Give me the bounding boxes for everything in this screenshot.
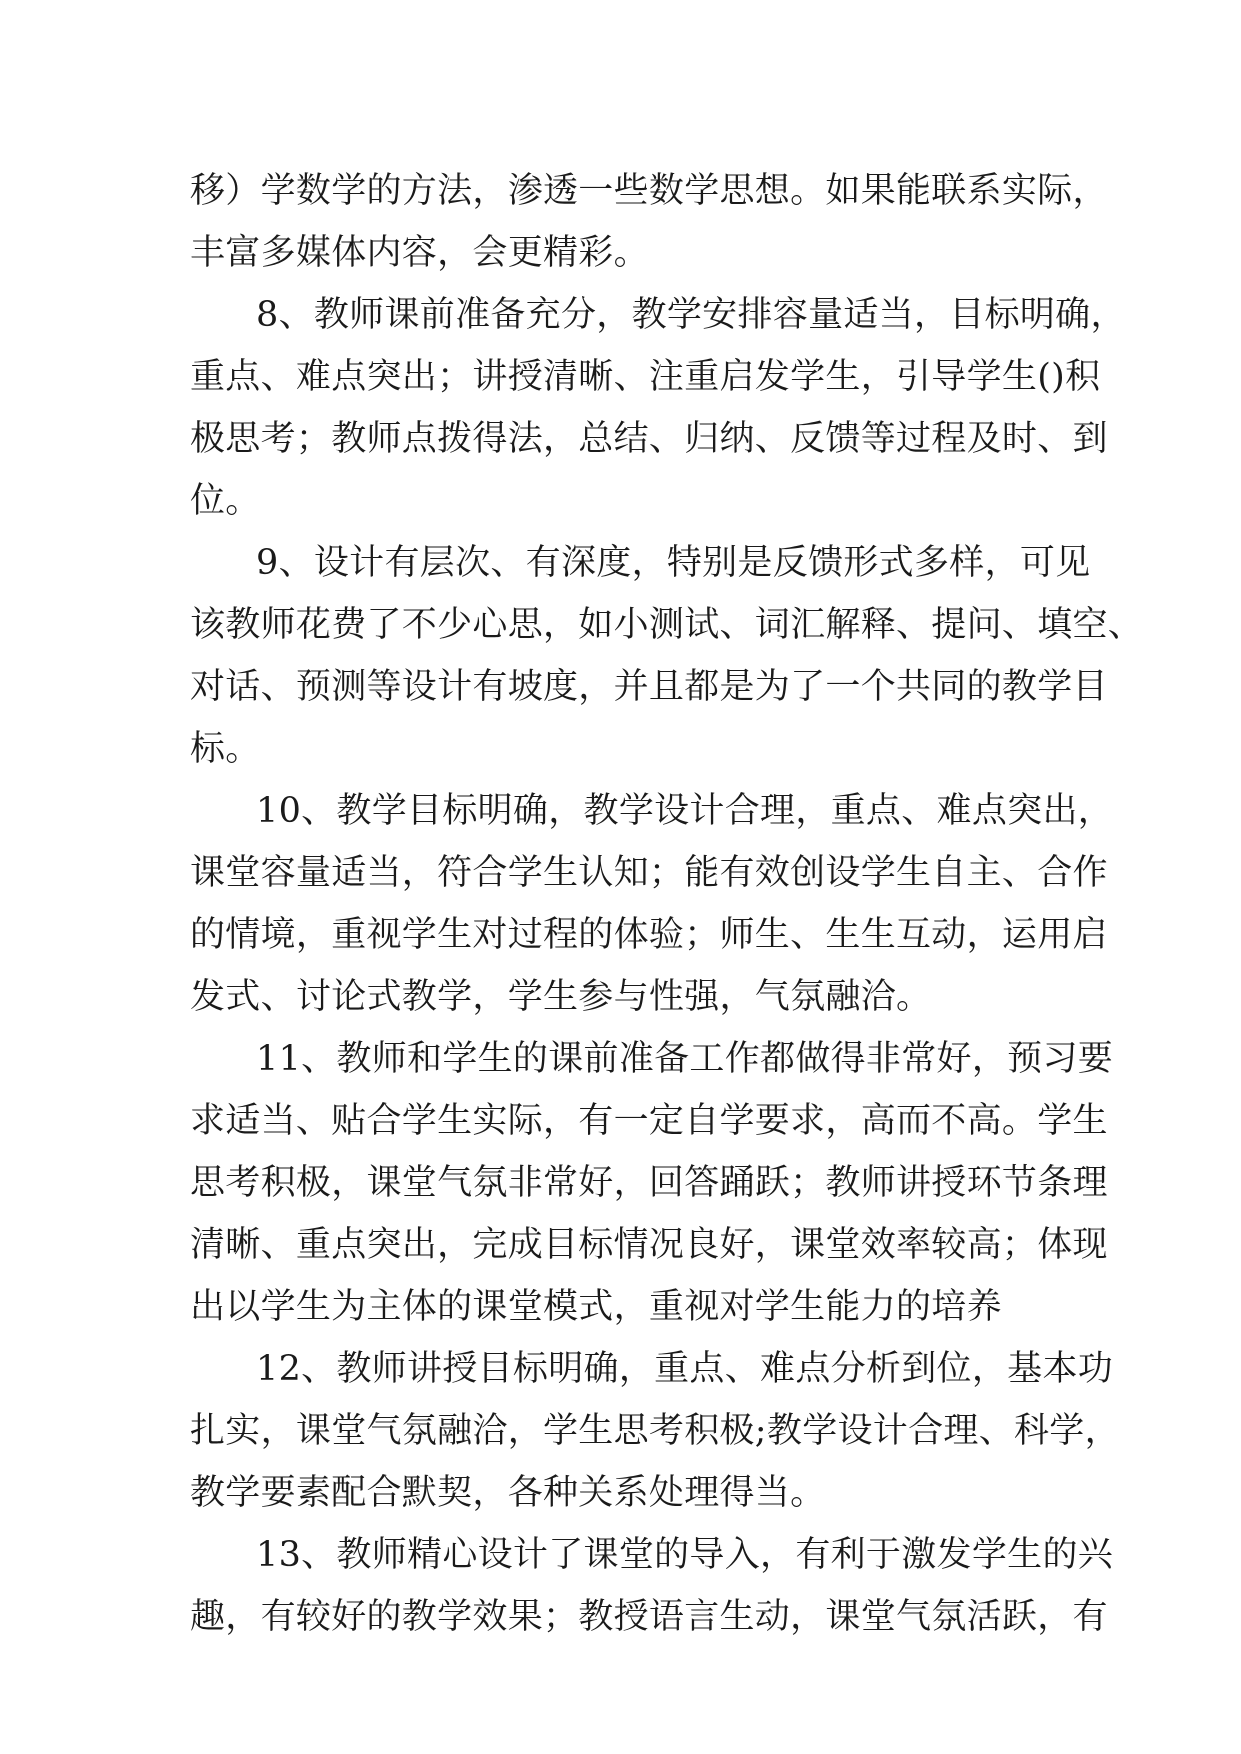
text-line: 扎实，课堂气氛融洽，学生思考积极;教学设计合理、科学， bbox=[190, 1411, 1120, 1451]
paragraph-start-line: 8、教师课前准备充分，教学安排容量适当，目标明确， bbox=[256, 295, 1126, 335]
text-line: 求适当、贴合学生实际，有一定自学要求，高而不高。学生 bbox=[190, 1101, 1108, 1141]
text-line: 课堂容量适当，符合学生认知；能有效创设学生自主、合作 bbox=[190, 853, 1108, 893]
paragraph-start-line: 11、教师和学生的课前准备工作都做得非常好，预习要 bbox=[256, 1039, 1114, 1079]
text-line: 重点、难点突出；讲授清晰、注重启发学生，引导学生()积 bbox=[190, 357, 1101, 397]
text-line: 位。 bbox=[190, 481, 261, 521]
text-line: 出以学生为主体的课堂模式，重视对学生能力的培养 bbox=[190, 1287, 1002, 1327]
text-line: 思考积极，课堂气氛非常好，回答踊跃；教师讲授环节条理 bbox=[190, 1163, 1108, 1203]
document-body bbox=[190, 160, 1144, 1648]
text-line: 趣，有较好的教学效果；教授语言生动，课堂气氛活跃，有 bbox=[190, 1597, 1108, 1637]
paragraph-start-line: 13、教师精心设计了课堂的导入，有利于激发学生的兴 bbox=[256, 1535, 1114, 1575]
text-line: 对话、预测等设计有坡度，并且都是为了一个共同的教学目 bbox=[190, 667, 1108, 707]
text-line: 该教师花费了不少心思，如小测试、词汇解释、提问、填空、 bbox=[190, 605, 1144, 645]
text-line: 清晰、重点突出，完成目标情况良好，课堂效率较高；体现 bbox=[190, 1225, 1108, 1265]
text-line: 的情境，重视学生对过程的体验；师生、生生互动，运用启 bbox=[190, 915, 1108, 955]
text-line: 丰富多媒体内容，会更精彩。 bbox=[190, 233, 649, 273]
text-line: 极思考；教师点拨得法，总结、归纳、反馈等过程及时、到 bbox=[190, 419, 1108, 459]
paragraph-start-line: 9、设计有层次、有深度，特别是反馈形式多样，可见 bbox=[256, 543, 1091, 583]
text-line: 教学要素配合默契，各种关系处理得当。 bbox=[190, 1473, 826, 1513]
text-line: 标。 bbox=[190, 729, 261, 769]
paragraph-start-line: 12、教师讲授目标明确，重点、难点分析到位，基本功 bbox=[256, 1349, 1114, 1389]
text-line: 移）学数学的方法，渗透一些数学思想。如果能联系实际， bbox=[190, 171, 1108, 211]
text-line: 发式、讨论式教学，学生参与性强，气氛融洽。 bbox=[190, 977, 932, 1017]
paragraph-start-line: 10、教学目标明确，教学设计合理，重点、难点突出， bbox=[256, 791, 1114, 831]
